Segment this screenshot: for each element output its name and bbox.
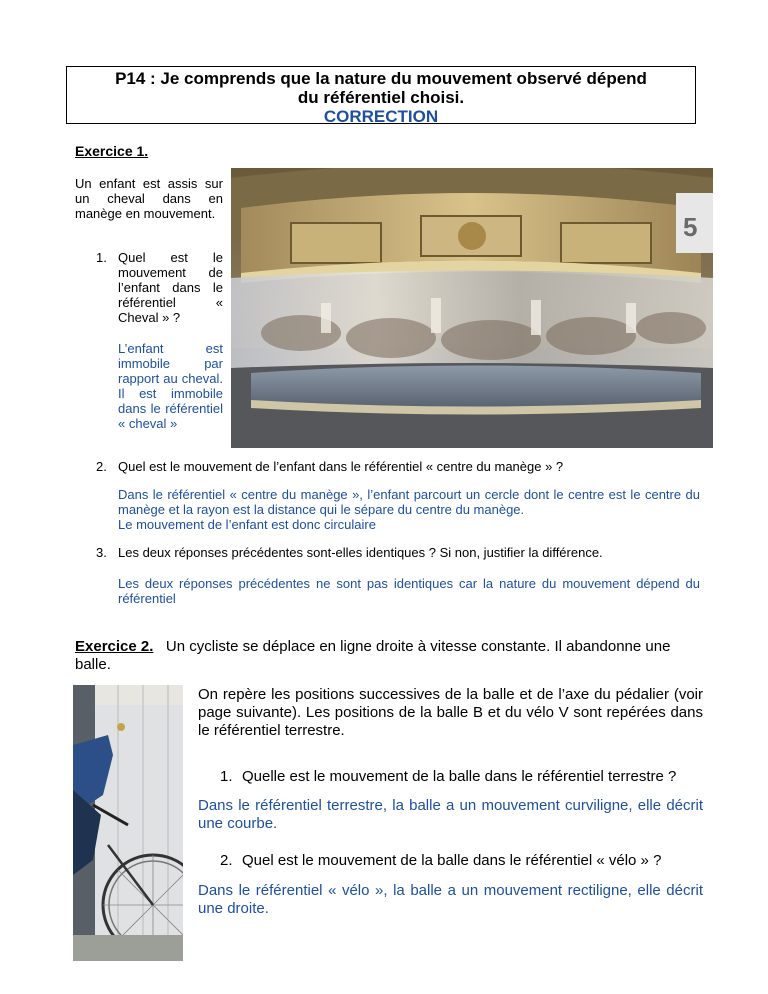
ex2-question1: Quelle est le mouvement de la balle dans le référentiel terrestre ? [242, 768, 677, 785]
ex1-answer2 [118, 487, 700, 532]
page-title-line1: P14 : Je comprends que la nature du mouvement observé dépend [115, 69, 647, 88]
ex1-question3: Les deux réponses précédentes sont-elles identiques ? Si non, justifier la différence. [118, 545, 603, 560]
ex2-q2-number: 2. [220, 852, 233, 869]
correction-label: CORRECTION [323, 107, 439, 126]
ex1-answer2-part1: Dans le référentiel « centre du manège », l’enfant parcourt un cercle dont le centre est le centre du manège et la rayon est la distance qui le sépare du centre du manège. [118, 487, 700, 517]
ex2-answer1: Dans le référentiel terrestre, la balle a un mouvement curviligne, elle décrit une courbe. [198, 797, 703, 832]
exercise2-intro-end: balle. [75, 656, 111, 673]
ex1-q2-number: 2. [96, 459, 107, 474]
exercise2-description: On repère les positions successives de la balle et de l’axe du pédalier (voir page suivante). Les positions de la balle B et du vélo V sont repérées dans le référentiel terrestre. [198, 686, 703, 739]
ex1-answer3: Les deux réponses précédentes ne sont pas identiques car la nature du mouvement dépend du référentiel [118, 576, 700, 606]
ex1-answer2-part2: Le mouvement de l’enfant est donc circulaire [118, 517, 376, 532]
carousel-photo [231, 168, 713, 448]
ex1-q3-number: 3. [96, 545, 107, 560]
exercise2-intro [75, 638, 715, 674]
exercise1-heading: Exercice 1. [75, 143, 149, 159]
exercise1-intro: Un enfant est assis sur un cheval dans en manège en mouvement. [75, 176, 223, 221]
ex1-answer1: L’enfant est immobile par rapport au cheval. Il est immobile dans le référentiel « cheval » [118, 341, 223, 431]
ex2-question2: Quel est le mouvement de la balle dans le référentiel « vélo » ? [242, 852, 662, 869]
svg-text:5: 5 [683, 212, 698, 242]
title-box [66, 66, 696, 124]
cyclist-photo [73, 685, 183, 961]
ex2-q1-number: 1. [220, 768, 233, 785]
ex1-q1-number: 1. [96, 250, 107, 265]
page-title-line2: du référentiel choisi. [297, 88, 465, 107]
exercise2-intro-text: Un cycliste se déplace en ligne droite à vitesse constante. Il abandonne une [165, 638, 671, 655]
ex1-question2: Quel est le mouvement de l’enfant dans le référentiel « centre du manège » ? [118, 459, 564, 474]
ex2-answer2: Dans le référentiel « vélo », la balle a un mouvement rectiligne, elle décrit une droite. [198, 882, 703, 917]
exercise2-heading: Exercice 2. [75, 638, 154, 655]
ex1-question1: Quel est le mouvement de l’enfant dans le référentiel « Cheval » ? [118, 250, 223, 325]
